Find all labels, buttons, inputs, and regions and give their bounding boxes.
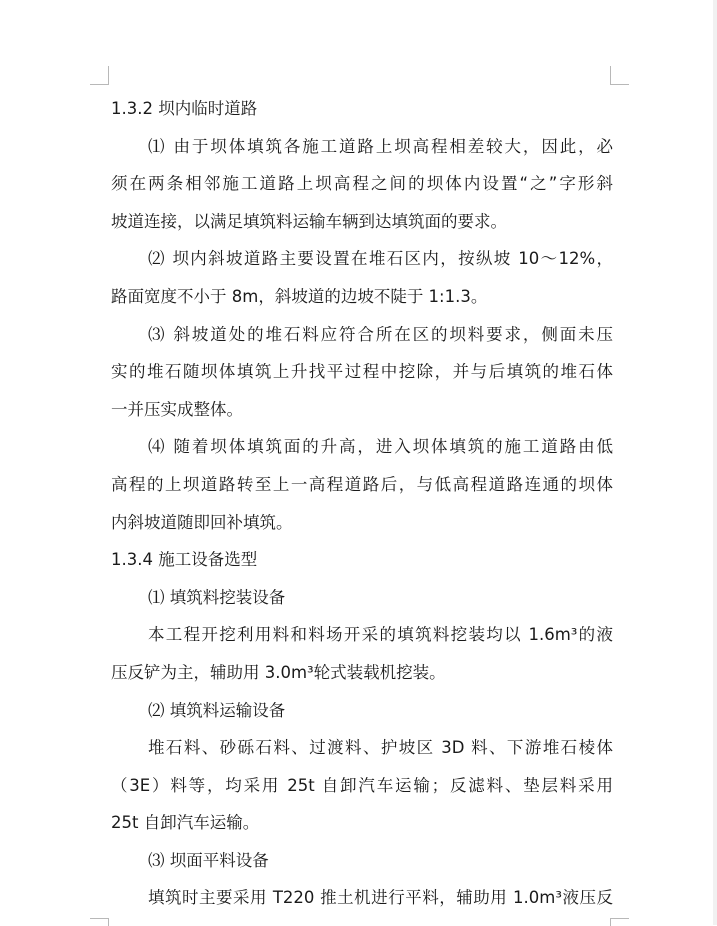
subheading-3: ⑶ 坝面平料设备 <box>148 850 269 870</box>
para-5-line-1: 本工程开挖利用料和料场开采的填筑料挖装均以 1.6m³的液 <box>148 625 613 645</box>
subheading-2: ⑵ 填筑料运输设备 <box>148 700 286 720</box>
para-3-line-3: 一并压实成整体。 <box>111 399 243 419</box>
para-3-line-1: ⑶ 斜坡道处的堆石料应符合所在区的坝料要求，侧面未压 <box>148 324 613 344</box>
para-3-line-2: 实的堆石随坝体填筑上升找平过程中挖除，并与后填筑的堆石体 <box>111 362 613 382</box>
para-4-line-1: ⑷ 随着坝体填筑面的升高，进入坝体填筑的施工道路由低 <box>148 437 613 457</box>
para-2-line-2: 路面宽度不小于 8m，斜坡道的边坡不陡于 1:1.3。 <box>111 286 488 306</box>
para-6-line-3: 25t 自卸汽车运输。 <box>111 813 260 833</box>
para-4-line-2: 高程的上坝道路转至上一高程道路后，与低高程道路连通的坝体 <box>111 474 613 494</box>
para-1-line-1: ⑴ 由于坝体填筑各施工道路上坝高程相差较大，因此，必 <box>148 136 613 156</box>
page-edge-shadow <box>713 0 717 925</box>
para-1-line-3: 坡道连接，以满足填筑料运输车辆到达填筑面的要求。 <box>111 211 507 231</box>
para-2-line-1: ⑵ 坝内斜坡道路主要设置在堆石区内，按纵坡 10～12%， <box>148 249 613 269</box>
crop-mark-top-right <box>610 66 629 85</box>
para-6-line-2: （3E）料等，均采用 25t 自卸汽车运输；反滤料、垫层料采用 <box>111 775 613 795</box>
subheading-1: ⑴ 填筑料挖装设备 <box>148 587 286 607</box>
heading-1-3-2: 1.3.2 坝内临时道路 <box>111 99 258 118</box>
para-4-line-3: 内斜坡道随即回补填筑。 <box>111 512 293 532</box>
para-1-line-2: 须在两条相邻施工道路上坝高程之间的坝体内设置“之”字形斜 <box>111 174 613 194</box>
para-6-line-1: 堆石料、砂砾石料、过渡料、护坡区 3D 料、下游堆石棱体 <box>148 738 613 758</box>
heading-1-3-4: 1.3.4 施工设备选型 <box>111 550 258 570</box>
para-7-line-1: 填筑时主要采用 T220 推土机进行平料，辅助用 1.0m³液压反 <box>148 888 613 908</box>
document-body <box>111 90 613 917</box>
crop-mark-top-left <box>90 66 109 85</box>
para-5-line-2: 压反铲为主，辅助用 3.0m³轮式装载机挖装。 <box>111 662 446 682</box>
